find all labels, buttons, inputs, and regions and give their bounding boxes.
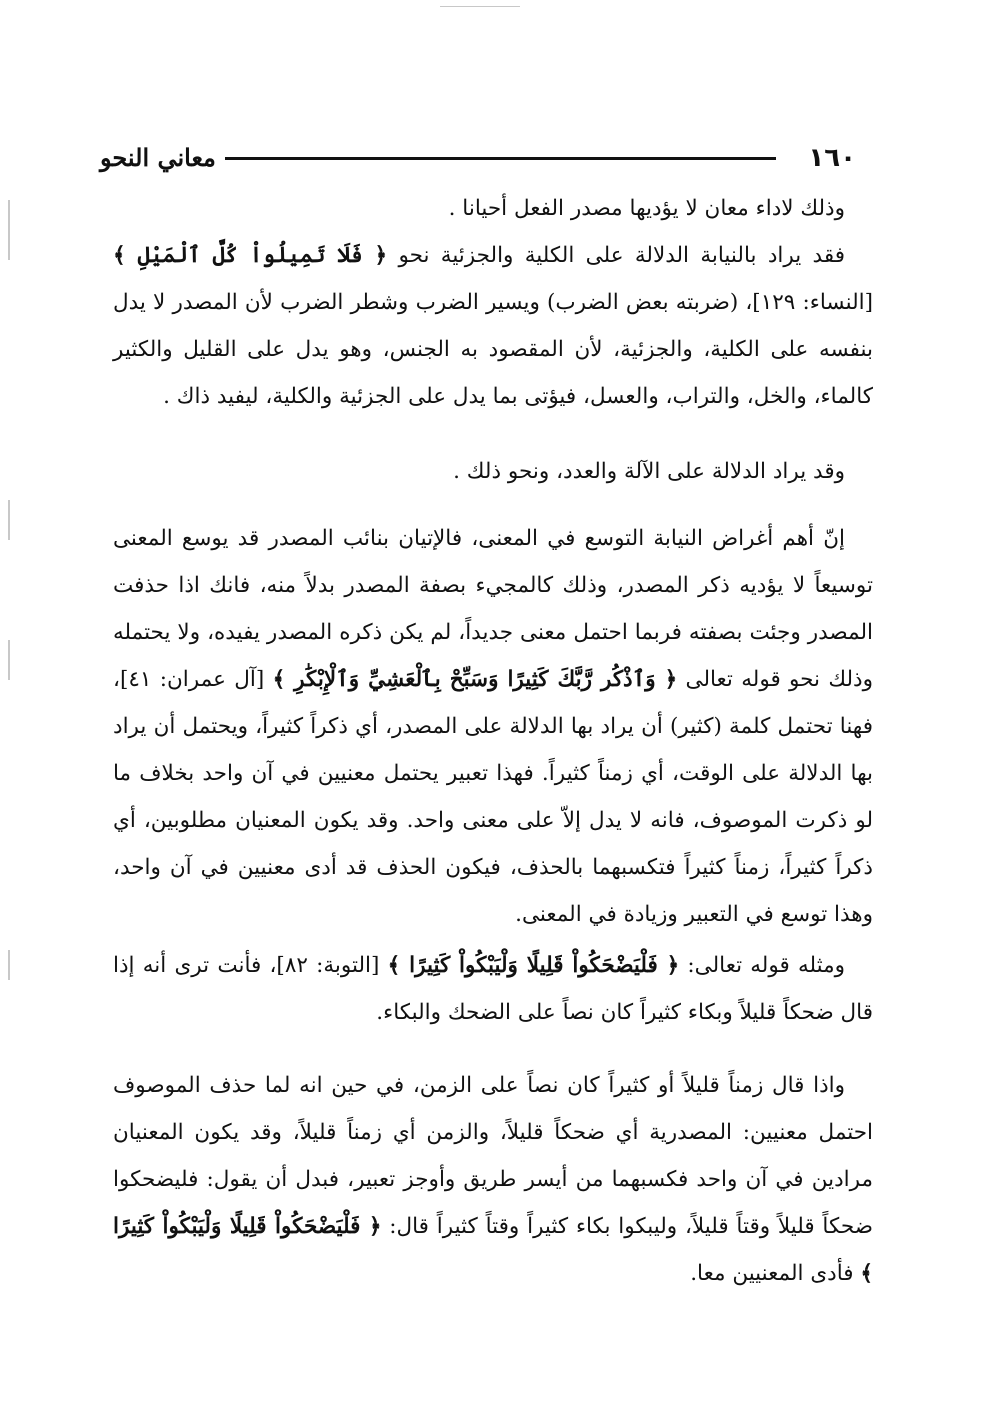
paragraph <box>113 448 873 495</box>
running-title: معاني النحو <box>100 143 216 172</box>
scan-top-mark <box>440 6 520 7</box>
quran-verse: ﴿ فَلْيَضْحَكُواْ قَلِيلًا وَلْيَبْكُواْ كَثِيرًا ﴾ <box>387 953 680 978</box>
paragraph-text: فأدى المعنيين معا. <box>690 1261 861 1286</box>
quran-verse: ﴿ فَلَا تَمِيلُواْ كُلَّ ٱلْمَيْلِ ﴾ <box>113 243 388 268</box>
paragraph <box>113 232 873 420</box>
paragraph-text: [التوبة: ٨٢]، فأنت ترى أنه إذا قال ضحكاً قليلاً وبكاء كثيراً كان نصاً على الضحك والبكاء. <box>113 953 873 1025</box>
scan-edge-mark <box>8 500 10 540</box>
paragraph-text: [النساء: ١٢٩]، (ضربته بعض الضرب) ويسير الضرب وشطر الضرب لأن المصدر لا يدل بنفسه على الكلية، والجزئية، لأن المقصود به الجنس، وهو يدل على القليل والكثير كالماء، والخل، والتراب، والعسل، فيؤتى بما يدل على الجزئية والكلية، ليفيد ذاك . <box>113 290 873 409</box>
scan-edge-mark <box>8 640 10 680</box>
quran-verse: ﴿ فَلْيَضْحَكُواْ قَلِيلًا وَلْيَبْكُواْ كَثِيرًا ﴾ <box>113 1214 873 1286</box>
quran-verse: ﴿ وَٱذْكُر رَّبَّكَ كَثِيرًا وَسَبِّحْ بِٱلْعَشِيِّ وَٱلْإِبْكَٰرِ ﴾ <box>272 667 678 692</box>
paragraph-text: ومثله قوله تعالى: <box>679 953 845 978</box>
page-number: ١٦٠ <box>808 143 856 173</box>
paragraph-text: إنّ أهم أغراض النيابة التوسع في المعنى، فالإتيان بنائب المصدر قد يوسع المعنى توسيعاً لا يؤديه ذكر المصدر، وذلك كالمجيء بصفة المصدر بدلاً منه، فانك اذا حذفت المصدر وجئت بصفته فربما احتمل معنى جديداً، لم يكن ذكره المصدر يفيده، ولا يحتمله وذلك نحو قوله تعالى <box>113 526 873 692</box>
paragraph <box>113 515 873 938</box>
paragraph-text: فقد يراد بالنيابة الدلالة على الكلية والجزئية نحو <box>387 243 845 268</box>
paragraph-text: وذلك لاداء معان لا يؤديها مصدر الفعل أحيانا . <box>448 196 845 221</box>
paragraph-text: واذا قال زمناً قليلاً أو كثيراً كان نصاً على الزمن، في حين انه لما حذف الموصوف احتمل معنيين: المصدرية أي ضحكاً قليلاً، والزمن أي زمناً قليلاً، وقد يكون المعنيان مرادين في آن واحد فكسبهما من أيسر طريق وأوجز تعبير، فبدل أن يقول: فليضحكوا ضحكاً قليلاً وقتاً قليلاً، وليبكوا بكاء كثيراً وقتاً كثيراً قال: <box>113 1073 873 1239</box>
paragraph <box>113 942 873 1036</box>
paragraph <box>113 185 873 232</box>
header-rule <box>225 157 776 160</box>
paragraph-text: [آل عمران: ٤١]، فهنا تحتمل كلمة (كثير) أن يراد بها الدلالة على المصدر، أي ذكراً كثيراً، ويحتمل أن يراد بها الدلالة على الوقت، أي زمناً كثيراً. فهذا تعبير يحتمل معنيين في آن واحد بخلاف ما لو ذكرت الموصوف، فانه لا يدل إلاّ على معنى واحد. وقد يكون المعنيان مطلوبين، أي ذكراً كثيراً، زمناً كثيراً فتكسبهما بالحذف، فيكون الحذف قد أدى معنيين في آن واحد، وهذا توسع في التعبير وزيادة في المعنى. <box>113 667 873 927</box>
scan-edge-mark <box>8 950 10 980</box>
body-text <box>113 185 873 1297</box>
page-header <box>100 140 856 180</box>
scan-edge-mark <box>8 200 10 260</box>
paragraph-text: وقد يراد الدلالة على الآلة والعدد، ونحو ذلك . <box>453 459 845 484</box>
paragraph <box>113 1062 873 1297</box>
